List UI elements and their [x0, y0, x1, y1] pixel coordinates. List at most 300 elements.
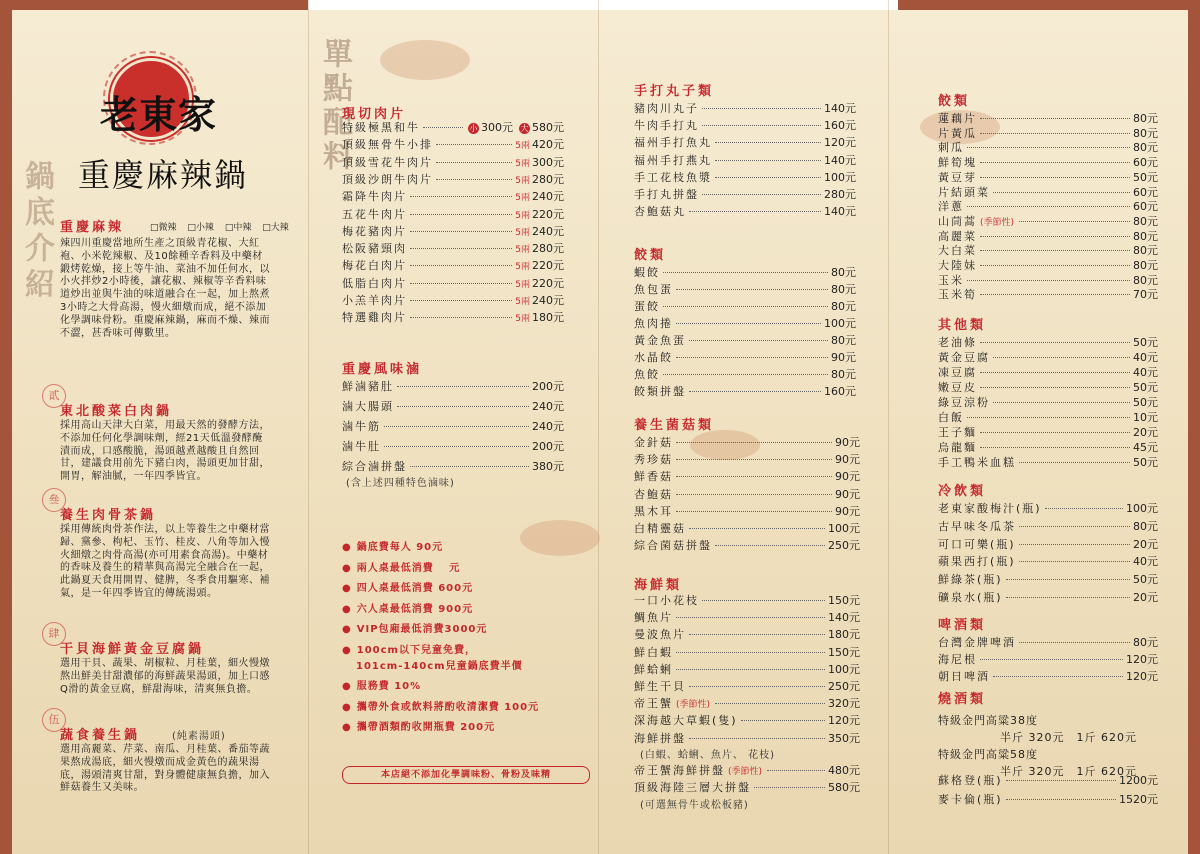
policy-rule: 101cm-140cm兒童鍋底費半價: [356, 660, 523, 672]
item-name: 白飯: [938, 411, 964, 424]
item-price: 580元: [532, 121, 564, 134]
vertical-title-sides: 單點配料: [317, 38, 352, 174]
item-name: 霜降牛肉片: [342, 190, 407, 204]
dot-leader: [689, 528, 825, 529]
dot-leader: [689, 340, 828, 341]
menu-item-row: [634, 117, 856, 134]
item-tag: (季節性): [676, 700, 711, 711]
item-price: 80元: [1133, 519, 1158, 533]
dot-leader: [1006, 780, 1116, 781]
item-name: 帝王蟹: [634, 697, 673, 711]
item-name: 洋蔥: [938, 200, 964, 214]
dot-leader: [676, 357, 828, 358]
category-title: 手打丸子類: [634, 84, 715, 99]
item-name: 鮮香菇: [634, 470, 673, 484]
menu-item-row: [342, 206, 564, 223]
item-price: 480元: [828, 764, 860, 777]
dot-leader: [993, 402, 1130, 403]
item-price: 40元: [1133, 366, 1158, 379]
item-price: 240元: [532, 294, 564, 307]
dot-leader: [410, 466, 529, 467]
menu-item-row: [342, 309, 564, 326]
item-name: 滷大腸頭: [342, 400, 394, 413]
dot-leader: [676, 459, 832, 460]
dot-leader: [702, 600, 825, 601]
item-price: 50元: [1133, 381, 1158, 394]
item-price: 90元: [835, 504, 860, 518]
item-name: 刺瓜: [938, 141, 964, 155]
dot-leader: [1019, 221, 1130, 222]
item-price: 60元: [1133, 200, 1158, 214]
item-name: 海尼根: [938, 653, 977, 666]
item-name: 手工花枝魚漿: [634, 170, 712, 184]
dot-leader: [980, 250, 1130, 251]
spice-level: 微辣: [158, 223, 177, 233]
item-price: 10元: [1133, 411, 1158, 424]
dot-leader: [676, 669, 825, 670]
item-unit: 5兩: [515, 227, 530, 238]
item-price: 50元: [1133, 396, 1158, 409]
item-name: 綜合滷拼盤: [342, 460, 407, 473]
menu-item-row: [634, 468, 860, 485]
dot-leader: [980, 118, 1130, 119]
item-unit: 5兩: [515, 210, 530, 221]
menu-item-row: [634, 626, 860, 643]
category-title: 現切肉片: [342, 107, 407, 122]
item-price: 100元: [828, 662, 860, 676]
item-name: 豬肉川丸子: [634, 102, 699, 115]
menu-item-row: [634, 186, 856, 203]
item-tag: (季節性): [728, 767, 763, 777]
item-name: 頂級海陸三層大拼盤: [634, 781, 751, 794]
item-price: 80元: [1133, 126, 1158, 140]
policy-rule: ● 鍋底費每人 90元: [342, 538, 443, 553]
item-name: 大陸妹: [938, 259, 977, 272]
item-price: 80元: [1133, 229, 1158, 243]
category-title: 啤酒類: [938, 618, 987, 633]
spice-levels: □微辣 □小辣 □中辣 □大辣: [150, 223, 289, 233]
item-price: 240元: [532, 400, 564, 413]
item-price: 80元: [1133, 636, 1158, 649]
dot-leader: [967, 280, 1130, 281]
dot-leader: [676, 652, 825, 653]
item-name: 古早味冬瓜茶: [938, 519, 1016, 533]
menu-item-row: [634, 264, 856, 281]
item-price: 80元: [1133, 244, 1158, 258]
dot-leader: [1019, 642, 1130, 643]
item-price: 280元: [824, 188, 856, 201]
menu-item-row: [634, 298, 856, 315]
item-name: 黃金魚蛋: [634, 334, 686, 347]
no-msg-banner: 本店絕不添加化學調味粉、骨粉及味精: [342, 766, 590, 784]
dot-leader: [410, 317, 512, 318]
item-price: 80元: [1133, 273, 1158, 287]
item-name: 金針菇: [634, 436, 673, 449]
section-text: 辣四川重慶當地所生產之頂級青花椒、大紅袍、小米乾辣椒、及10餘種辛香料及中藥材鍛烤乾燥，接上等牛油、菜油不加任何水，以小火拌炒2小時後，讓花椒、辣椒等辛香料味道炒出並與牛油的味道融合在一起，加上熬煮3小時之大骨高湯，慢火細燉而成，絕不添加化學調味骨粉。重慶麻辣鍋，麻而不燥、辣而不澀，甚香味可傳數里。: [60, 238, 270, 339]
menu-item-row: [938, 553, 1158, 570]
dot-leader: [410, 265, 512, 266]
item-name: 牛肉手打丸: [634, 119, 699, 133]
item-price: 50元: [1133, 573, 1158, 587]
dot-leader: [663, 374, 828, 375]
item-price: 100元: [828, 522, 860, 535]
menu-item-row: [634, 203, 856, 220]
item-unit: 5兩: [515, 245, 530, 256]
menu-item-row: [938, 571, 1158, 588]
item-price: 220元: [532, 207, 564, 221]
item-price: 200元: [532, 440, 564, 453]
item-price: 320元: [828, 697, 860, 711]
seal-number: 叄: [42, 488, 66, 512]
spice-level: 大辣: [270, 223, 289, 233]
section-title: 養生肉骨茶鍋: [60, 508, 157, 523]
category-title: 重慶風味滷: [342, 362, 423, 377]
item-price: 160元: [824, 119, 856, 133]
item-price: 220元: [532, 259, 564, 273]
dot-leader: [410, 283, 512, 284]
item-price: 1520元: [1119, 792, 1158, 806]
policy-rule: ● 攜帶外食或飲料將酌收清潔費 100元: [342, 698, 539, 713]
item-name: 魚餃: [634, 368, 660, 381]
item-price: 20元: [1133, 426, 1158, 439]
item-price: 350元: [828, 731, 860, 745]
dot-leader: [423, 127, 463, 128]
item-name: 特選雞肉片: [342, 311, 407, 325]
menu-item-row: [634, 762, 860, 779]
item-price: 220元: [532, 276, 564, 290]
dot-leader: [1006, 799, 1116, 800]
item-name: 杏鮑菇: [634, 487, 673, 501]
item-name: 曼波魚片: [634, 628, 686, 642]
category-title: 冷飲類: [938, 484, 987, 499]
item-unit: 5兩: [515, 193, 530, 204]
dot-leader: [397, 406, 529, 407]
item-name: 鮮筍塊: [938, 156, 977, 170]
right-edge: [1188, 0, 1200, 854]
menu-item-row: [342, 292, 564, 309]
item-price: 140元: [828, 611, 860, 625]
dot-leader: [1006, 597, 1130, 598]
dot-leader: [980, 177, 1130, 178]
item-price: 120元: [1126, 670, 1158, 683]
dot-leader: [689, 211, 821, 212]
item-price: 80元: [831, 334, 856, 347]
item-price: 90元: [835, 453, 860, 467]
section-title: 蔬食養生鍋: [60, 728, 141, 743]
item-name: 帝王蟹海鮮拼盤: [634, 764, 725, 777]
dot-leader: [410, 300, 512, 301]
item-price: 280元: [532, 172, 564, 186]
dot-leader: [436, 144, 512, 145]
item-price: 380元: [532, 460, 564, 473]
dot-leader: [384, 446, 529, 447]
menu-item-row: [342, 275, 564, 292]
menu-item-row: [634, 366, 856, 383]
item-name: 頂級沙朗牛肉片: [342, 172, 433, 186]
seal-number: 肆: [42, 622, 66, 646]
menu-item-row: [342, 398, 564, 415]
dot-leader: [715, 160, 821, 161]
category-title: 養生菌菇類: [634, 418, 715, 433]
item-price: 50元: [1133, 336, 1158, 349]
dot-leader: [967, 206, 1130, 207]
dot-leader: [754, 787, 825, 788]
brand-name: 老東家: [100, 92, 218, 137]
item-unit: 5兩: [515, 141, 530, 152]
menu-item-row: [342, 171, 564, 188]
dot-leader: [993, 192, 1130, 193]
fold-line: [598, 0, 599, 854]
seafood-note: (白蝦、蛤蜊、魚片、 花枝): [640, 750, 775, 761]
liquor-name: 特級金門高粱58度: [938, 748, 1038, 761]
menu-item-row: [938, 668, 1158, 685]
menu-item-row: [634, 503, 860, 520]
dot-leader: [410, 231, 512, 232]
dot-leader: [980, 133, 1130, 134]
item-price: 580元: [828, 781, 860, 794]
item-unit: 5兩: [515, 175, 530, 186]
item-name: 玉米筍: [938, 288, 977, 302]
dot-leader: [689, 686, 825, 687]
menu-item-row: [634, 644, 860, 661]
item-price: 20元: [1133, 537, 1158, 551]
menu-item-row: [342, 188, 564, 205]
menu-item-row: [634, 695, 860, 712]
menu-item-row: [634, 779, 860, 796]
item-name: 一口小花枝: [634, 594, 699, 607]
menu-item-row: [634, 537, 860, 554]
section-text: 採用傳統肉骨茶作法，以上等養生之中藥材當歸、黨參、枸杞、玉竹、桂皮、八角等加入慢火細燉之肉骨高湯(亦可用素食高湯)。中藥材的香味及養生的精華與高湯完全融合在一起，此鍋夏天食用開胃、健脾，冬季食用驅寒、補氣，是一年四季皆宜的傳統湯頭。: [60, 524, 270, 599]
item-price: 200元: [532, 380, 564, 393]
item-unit: 5兩: [515, 279, 530, 290]
item-price: 80元: [831, 368, 856, 381]
item-unit: 5兩: [515, 158, 530, 169]
item-name: 海鮮拼盤: [634, 731, 686, 745]
item-price: 20元: [1133, 591, 1158, 604]
menu-item-row: [342, 378, 564, 395]
item-name: 黃金豆腐: [938, 351, 990, 364]
menu-item-row: [634, 592, 860, 609]
section-title: 干貝海鮮黃金豆腐鍋: [60, 642, 205, 657]
menu-item-row: [342, 223, 564, 240]
dot-leader: [967, 147, 1130, 148]
seafood2-note: (可選無骨牛或松板豬): [640, 800, 749, 811]
item-price: 240元: [532, 420, 564, 433]
dot-leader: [663, 272, 828, 273]
item-price: 180元: [828, 628, 860, 642]
policy-rule: ● 六人桌最低消費 900元: [342, 600, 473, 615]
menu-item-row: [634, 349, 856, 366]
vertical-title-broth: 鍋底介紹: [19, 160, 54, 304]
dot-leader: [436, 179, 512, 180]
item-name: 台灣金牌啤酒: [938, 636, 1016, 649]
item-name: 手工鴨米血糕: [938, 456, 1016, 469]
item-name: 梅花豬肉片: [342, 224, 407, 238]
item-price: 80元: [831, 300, 856, 313]
dot-leader: [980, 387, 1130, 388]
menu-item-row: [634, 486, 860, 503]
item-name: 梅花白肉片: [342, 259, 407, 273]
item-price: 240元: [532, 224, 564, 238]
item-price: 100元: [1126, 502, 1158, 515]
dot-leader: [410, 248, 512, 249]
liquor-prices: 半斤 320元 1斤 620元: [1000, 765, 1137, 778]
section-text: 採用高山天津大白菜，用最天然的發酵方法，不添加任何化學調味劑，經21天低溫發酵醃漬而成，口感酸脆，湯頭越煮越酸且自然回甘，建議食用前先下豬白肉，湯頭更加甘甜，開胃，解油膩，一年四季皆宜。: [60, 420, 270, 483]
dot-leader: [980, 265, 1130, 266]
left-edge: [0, 0, 12, 854]
dot-leader: [715, 545, 825, 546]
menu-item-row: [938, 651, 1158, 668]
item-name: 片黃瓜: [938, 126, 977, 140]
dot-leader: [702, 108, 821, 109]
item-name: 蓮藕片: [938, 112, 977, 125]
menu-item-row: [634, 520, 860, 537]
menu-item-row: [938, 589, 1158, 606]
dot-leader: [702, 125, 821, 126]
menu-item-row: [342, 136, 564, 153]
menu-item-row: [938, 454, 1158, 471]
item-name: 鮮蛤蜊: [634, 662, 673, 676]
section-text: 選用高麗菜、芹菜、南瓜、月桂葉、番茄等蔬果熬成湯底，細火慢燉而成金黃色的蔬果湯底，湯頭清爽甘甜，對身體健康無負擔，加入鮮菇養生又美味。: [60, 744, 270, 794]
item-name: 福州手打魚丸: [634, 136, 712, 150]
item-name: 杏鮑菇丸: [634, 205, 686, 219]
dot-leader: [967, 417, 1130, 418]
menu-item-row: [634, 609, 860, 626]
menu-item-row: [634, 169, 856, 186]
dot-leader: [1045, 508, 1123, 509]
policy-rule: ● 服務費 10%: [342, 677, 421, 692]
item-price: 40元: [1133, 555, 1158, 569]
policy-rule: ● 攜帶酒類酌收開瓶費 200元: [342, 718, 495, 733]
dot-leader: [410, 214, 512, 215]
menu-item-row: [634, 434, 860, 451]
size-tag: 大: [520, 124, 529, 133]
dot-leader: [741, 720, 825, 721]
item-name: 凍豆腐: [938, 366, 977, 379]
dot-leader: [410, 196, 512, 197]
item-price: 45元: [1133, 441, 1158, 454]
dot-leader: [980, 342, 1130, 343]
fold-line: [888, 0, 889, 854]
item-unit: 5兩: [515, 297, 530, 307]
liquor-prices: 半斤 320元 1斤 620元: [1000, 731, 1137, 744]
menu-item-row: [938, 536, 1158, 553]
item-price: 250元: [828, 680, 860, 693]
item-name: 蘋果西打(瓶): [938, 555, 1016, 569]
item-price: 80元: [831, 283, 856, 296]
dot-leader: [715, 177, 821, 178]
dot-leader: [689, 634, 825, 635]
item-name: 滷牛肚: [342, 440, 381, 453]
item-name: 水晶餃: [634, 351, 673, 364]
seal-number: 伍: [42, 708, 66, 732]
item-name: 玉米: [938, 273, 964, 287]
item-price: 50元: [1133, 170, 1158, 184]
item-name: 山茼蒿: [938, 214, 977, 228]
dot-leader: [980, 236, 1130, 237]
dot-leader: [663, 306, 828, 307]
item-price: 140元: [824, 102, 856, 115]
menu-item-row: [342, 119, 564, 136]
item-price: 240元: [532, 190, 564, 204]
item-name: 滷牛筋: [342, 420, 381, 433]
menu-item-row: [938, 772, 1158, 789]
item-name: 頂級雪花牛肉片: [342, 155, 433, 169]
dot-leader: [689, 391, 821, 392]
dot-leader: [1006, 579, 1130, 580]
policy-rule: ● 100cm以下兒童免費，: [342, 641, 476, 656]
spice-level: 中辣: [233, 223, 252, 233]
menu-item-row: [634, 730, 860, 747]
item-price: 140元: [824, 205, 856, 219]
item-unit: 5兩: [515, 262, 530, 273]
item-name: 黑木耳: [634, 504, 673, 518]
category-title: 餃類: [938, 94, 971, 109]
item-name: 蝦餃: [634, 266, 660, 279]
dot-leader: [980, 294, 1130, 295]
item-name: 低脂白肉片: [342, 276, 407, 290]
menu-item-row: [634, 678, 860, 695]
menu-item-row: [938, 634, 1158, 651]
item-price: 90元: [831, 351, 856, 364]
dot-leader: [980, 659, 1123, 660]
item-price: 60元: [1133, 156, 1158, 170]
item-name: 朝日啤酒: [938, 670, 990, 683]
item-name: 黃豆芽: [938, 170, 977, 184]
policy-rule: ● 兩人桌最低消費 元: [342, 559, 460, 574]
top-band-right: [898, 0, 1188, 10]
category-title: 餃類: [634, 248, 667, 263]
item-name: 小羔羊肉片: [342, 294, 407, 307]
item-name: 片結頭菜: [938, 185, 990, 199]
spice-level: 小辣: [195, 223, 214, 233]
item-price: 50元: [1133, 456, 1158, 469]
item-name: 鯛魚片: [634, 611, 673, 625]
item-name: 嫩豆皮: [938, 381, 977, 394]
item-price: 280元: [532, 242, 564, 256]
dot-leader: [993, 357, 1130, 358]
brand-subtitle: 重慶麻辣鍋: [78, 156, 249, 194]
item-price: 80元: [831, 266, 856, 279]
item-name: 鮮白蝦: [634, 645, 673, 659]
dot-leader: [715, 703, 825, 704]
item-price: 70元: [1133, 288, 1158, 302]
section-title: 東北酸菜白肉鍋: [60, 404, 173, 419]
dot-leader: [980, 162, 1130, 163]
category-title: 其他類: [938, 318, 987, 333]
policy-rule: ● VIP包廂最低消費3000元: [342, 620, 487, 635]
dot-leader: [676, 476, 832, 477]
seal-number: 貳: [42, 384, 66, 408]
dot-leader: [436, 162, 512, 163]
item-price: 300元: [532, 155, 564, 169]
item-name: 鮮生干貝: [634, 680, 686, 693]
item-price: 300元: [481, 121, 513, 134]
item-name: 王子麵: [938, 426, 977, 439]
item-price: 80元: [1133, 214, 1158, 228]
dot-leader: [993, 676, 1123, 677]
cloud-ornament: [380, 40, 470, 80]
item-name: 深海越大草蝦(隻): [634, 714, 738, 728]
liquor-name: 特級金門高粱38度: [938, 714, 1038, 727]
dot-leader: [676, 442, 832, 443]
item-name: 鮮滷豬肚: [342, 380, 394, 393]
item-price: 180元: [532, 311, 564, 325]
item-name: 五花牛肉片: [342, 207, 407, 221]
menu-item-row: [938, 791, 1158, 808]
dot-leader: [1019, 462, 1130, 463]
dot-leader: [1019, 561, 1130, 562]
